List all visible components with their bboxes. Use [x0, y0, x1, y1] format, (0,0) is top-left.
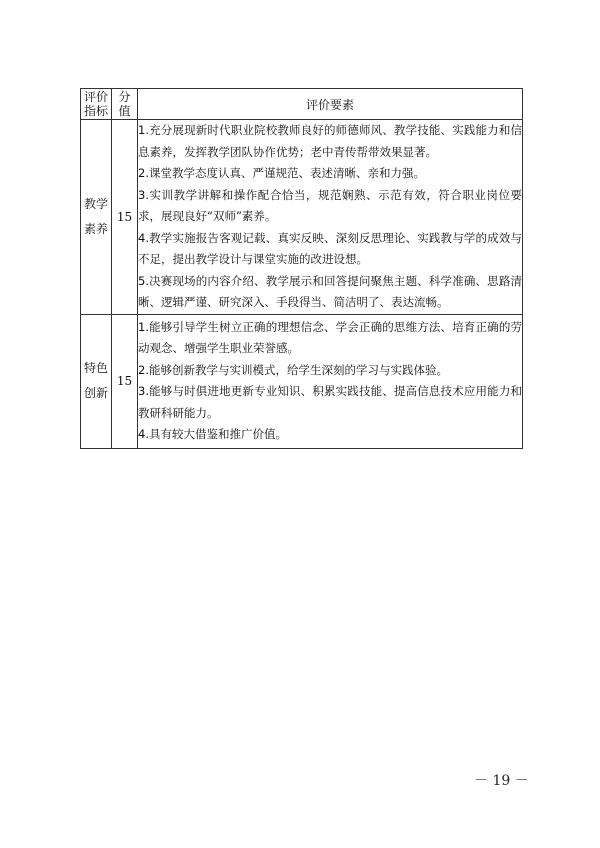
- header-indicator-line-1: 评价: [83, 90, 108, 104]
- element-item: 2.课堂教学态度认真、严谨规范、表述清晰、亲和力强。: [138, 166, 425, 180]
- element-item: 4.具有较大借鉴和推广价值。: [138, 427, 287, 441]
- indicator-line-1: 教学: [83, 196, 108, 211]
- table-header-row: [81, 89, 523, 120]
- indicator-cell: [81, 120, 112, 315]
- indicator-line-2: 素养: [83, 221, 108, 236]
- table-row: [81, 120, 523, 315]
- element-item: 5.决赛现场的内容介绍、教学展示和回答提问聚焦主题、科学准确、思路清晰、逻辑严谨、研究深入、手段得当、简洁明了、表达流畅。: [138, 273, 522, 309]
- header-score-line-1: 分: [118, 90, 131, 104]
- elements-cell: [138, 120, 523, 315]
- element-item: 4.教学实施报告客观记载、真实反映、深刻反思理论、实践教与学的成效与不足，提出教学设计与课堂实施的改进设想。: [138, 230, 522, 266]
- elements-cell: [138, 314, 523, 448]
- element-item: 2.能够创新教学与实训模式，给学生深刻的学习与实践体验。: [138, 362, 448, 377]
- header-score: [112, 89, 138, 120]
- table-row: [81, 314, 523, 448]
- header-indicator-line-2: 指标: [83, 104, 108, 118]
- indicator-line-2: 创新: [83, 386, 108, 400]
- score-cell: 15: [112, 120, 138, 315]
- header-score-line-2: 值: [118, 104, 131, 118]
- indicator-line-1: 特色: [83, 361, 108, 375]
- element-item: 3.能够与时俱进地更新专业知识、积累实践技能、提高信息技术应用能力和教研科研能力。: [138, 384, 522, 420]
- element-item: 1.充分展现新时代职业院校教师良好的师德师风、教学技能、实践能力和信息素养，发挥教学团队协作优势；老中青传帮带效果显著。: [138, 123, 522, 159]
- indicator-cell: [81, 314, 112, 448]
- score-cell: 15: [112, 314, 138, 448]
- header-elements: 评价要素: [138, 89, 523, 120]
- page-number: － 19 －: [474, 773, 529, 789]
- element-item: 1.能够引导学生树立正确的理想信念、学会正确的思维方法、培育正确的劳动观念、增强学生职业荣誉感。: [138, 319, 522, 355]
- evaluation-table: [80, 88, 523, 449]
- header-indicator: [81, 89, 112, 120]
- element-item: 3.实训教学讲解和操作配合恰当，规范娴熟、示范有效，符合职业岗位要求，展现良好“双师”素养。: [138, 187, 522, 223]
